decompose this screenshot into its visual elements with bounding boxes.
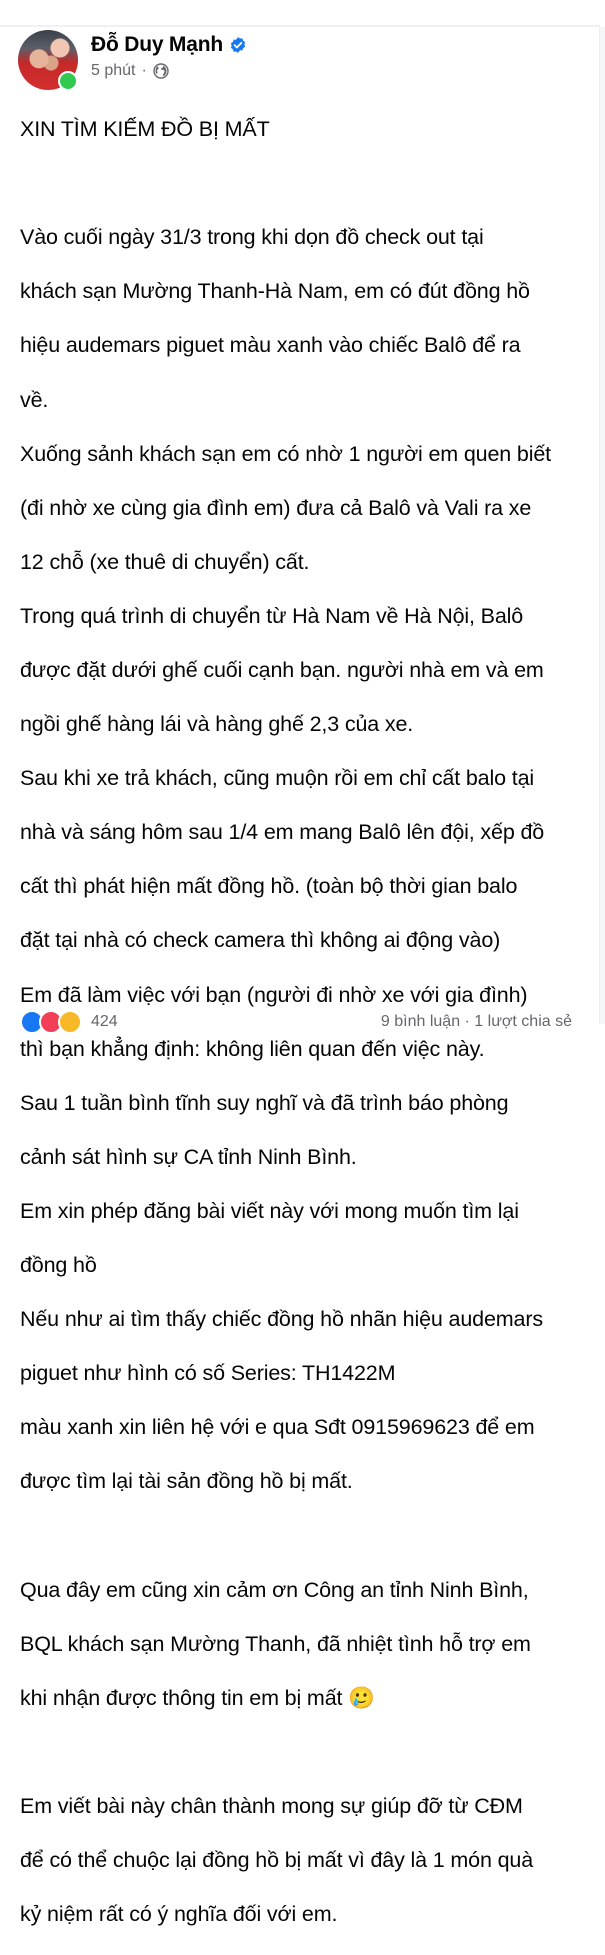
reactions-bar: [20, 1010, 580, 1034]
post-meta: [91, 31, 247, 83]
reaction-count[interactable]: 424: [91, 1013, 118, 1030]
previous-post-edge: [0, 0, 600, 25]
post-line: Em đã làm việc với bạn (người đi nhờ xe với gia đình): [20, 982, 528, 1007]
scrollbar-track[interactable]: [599, 27, 605, 1024]
globe-icon[interactable]: [153, 63, 169, 79]
post-line: để có thể chuộc lại đồng hồ bị mất vì đây là 1 món quà: [20, 1848, 534, 1873]
post-line: Nếu như ai tìm thấy chiếc đồng hồ nhãn hiệu audemars: [20, 1307, 543, 1332]
blank-line: [20, 1739, 598, 1766]
post-line: ngồi ghế hàng lái và hàng ghế 2,3 của xe.: [20, 712, 414, 737]
verified-badge-icon: [229, 36, 247, 54]
meta-separator: ·: [141, 62, 147, 79]
reaction-icons[interactable]: [20, 1010, 77, 1034]
post-line: màu xanh xin liên hệ với e qua Sđt 0915969623 để em: [20, 1415, 535, 1440]
post-line: BQL khách sạn Mường Thanh, đã nhiệt tình hỗ trợ em: [20, 1631, 531, 1656]
post-line: đặt tại nhà có check camera thì không ai động vào): [20, 928, 501, 953]
post-line: Em xin phép đăng bài viết này với mong muốn tìm lại: [20, 1198, 519, 1223]
comment-share-stats[interactable]: 9 bình luận · 1 lượt chia sẻ: [380, 1013, 572, 1030]
post-line: Xuống sảnh khách sạn em có nhờ 1 người em quen biết: [20, 441, 551, 466]
post-line: đồng hồ: [20, 1253, 97, 1278]
post-line: 12 chỗ (xe thuê di chuyển) cất.: [20, 549, 310, 574]
post-line: khách sạn Mường Thanh-Hà Nam, em có đút đồng hồ: [20, 279, 530, 304]
blank-line: [20, 1522, 598, 1549]
post-line: (đi nhờ xe cùng gia đình em) đưa cả Balô và Vali ra xe: [20, 495, 532, 520]
care-reaction-icon: [58, 1010, 82, 1034]
post-line: được tìm lại tài sản đồng hồ bị mất.: [20, 1469, 353, 1494]
post-timestamp[interactable]: 5 phút: [91, 62, 136, 79]
post-line: về.: [20, 387, 49, 412]
post-line: hiệu audemars piguet màu xanh vào chiếc Balô để ra: [20, 333, 521, 358]
author-name[interactable]: Đỗ Duy Mạnh: [91, 33, 223, 56]
post-title: XIN TÌM KIẾM ĐỒ BỊ MẤT: [20, 117, 270, 142]
post-line: cất thì phát hiện mất đồng hồ. (toàn bộ thời gian balo: [20, 874, 518, 899]
post-line: kỷ niệm rất có ý nghĩa đối với em.: [20, 1902, 338, 1927]
post-header: [18, 27, 247, 91]
post-line: Sau 1 tuần bình tĩnh suy nghĩ và đã trình báo phòng: [20, 1090, 509, 1115]
post-line: Sau khi xe trả khách, cũng muộn rồi em chỉ cất balo tại: [20, 766, 534, 791]
post-line: Em viết bài này chân thành mong sự giúp đỡ từ CĐM: [20, 1793, 523, 1818]
post-line: Vào cuối ngày 31/3 trong khi dọn đồ check out tại: [20, 225, 484, 250]
online-status-icon: [58, 71, 78, 91]
post-line: Trong quá trình di chuyển từ Hà Nam về Hà Nội, Balô: [20, 603, 524, 628]
post-line: cảnh sát hình sự CA tỉnh Ninh Bình.: [20, 1144, 357, 1169]
post-line: thì bạn khẳng định: không liên quan đến việc này.: [20, 1036, 485, 1061]
post-line: được đặt dưới ghế cuối cạnh bạn. người nhà em và em: [20, 657, 544, 682]
facebook-post: [0, 27, 598, 1927]
blank-line: [20, 170, 598, 197]
avatar-container[interactable]: [18, 27, 78, 93]
post-line: khi nhận được thông tin em bị mất 🥲: [20, 1685, 375, 1710]
post-line: nhà và sáng hôm sau 1/4 em mang Balô lên đội, xếp đồ: [20, 820, 545, 845]
post-line: piguet như hình có số Series: TH1422M: [20, 1361, 396, 1386]
post-line: Qua đây em cũng xin cảm ơn Công an tỉnh Ninh Bình,: [20, 1577, 529, 1602]
